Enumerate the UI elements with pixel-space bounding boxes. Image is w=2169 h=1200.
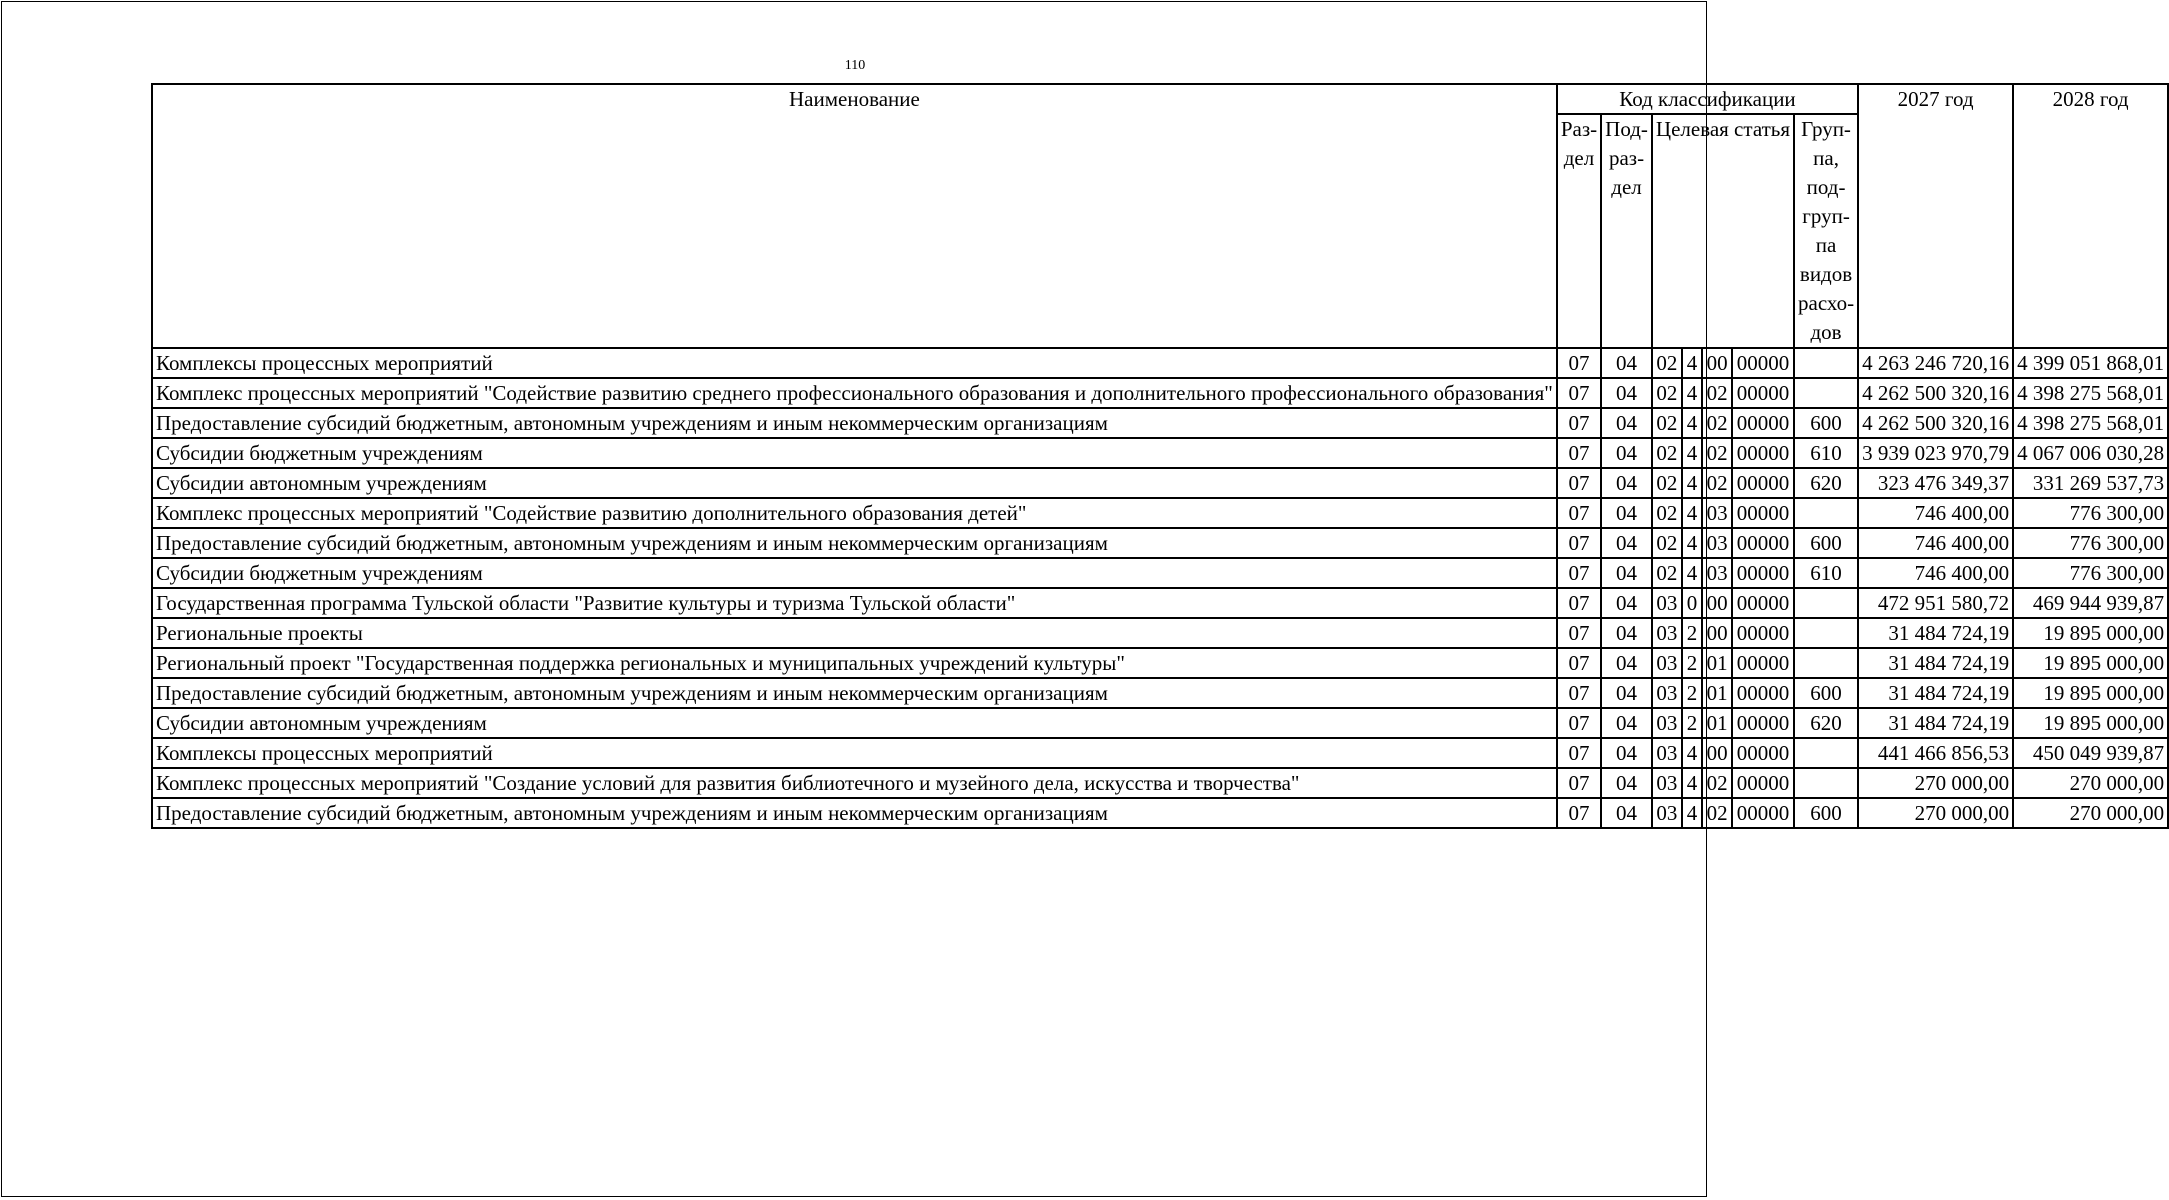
table-row (152, 348, 2168, 378)
row-target-subprogram: 01 (1702, 678, 1732, 708)
row-expense-group (1794, 588, 1858, 618)
row-target-direction: 00000 (1732, 348, 1794, 378)
row-podrazdel: 04 (1601, 498, 1652, 528)
table-row (152, 378, 2168, 408)
row-podrazdel: 04 (1601, 768, 1652, 798)
row-razdel: 07 (1557, 648, 1601, 678)
row-target-type: 4 (1682, 468, 1702, 498)
row-name: Субсидии бюджетным учреждениям (152, 558, 1557, 588)
row-target-program: 02 (1652, 438, 1682, 468)
row-razdel: 07 (1557, 738, 1601, 768)
row-podrazdel: 04 (1601, 528, 1652, 558)
row-amount-2027: 472 951 580,72 (1858, 588, 2013, 618)
row-amount-2027: 323 476 349,37 (1858, 468, 2013, 498)
row-target-type: 4 (1682, 558, 1702, 588)
row-target-direction: 00000 (1732, 618, 1794, 648)
row-expense-group: 610 (1794, 438, 1858, 468)
row-expense-group (1794, 768, 1858, 798)
table-row (152, 408, 2168, 438)
header-razdel (1557, 114, 1601, 348)
row-expense-group (1794, 378, 1858, 408)
row-amount-2027: 31 484 724,19 (1858, 708, 2013, 738)
row-podrazdel: 04 (1601, 558, 1652, 588)
table-row (152, 618, 2168, 648)
row-expense-group: 620 (1794, 468, 1858, 498)
row-target-subprogram: 02 (1702, 438, 1732, 468)
row-target-subprogram: 03 (1702, 498, 1732, 528)
row-amount-2027: 31 484 724,19 (1858, 618, 2013, 648)
row-razdel: 07 (1557, 468, 1601, 498)
row-amount-2027: 4 262 500 320,16 (1858, 378, 2013, 408)
row-target-program: 03 (1652, 618, 1682, 648)
row-razdel: 07 (1557, 558, 1601, 588)
row-expense-group (1794, 348, 1858, 378)
row-target-subprogram: 00 (1702, 618, 1732, 648)
row-target-direction: 00000 (1732, 648, 1794, 678)
row-target-direction: 00000 (1732, 498, 1794, 528)
row-target-program: 02 (1652, 498, 1682, 528)
row-target-subprogram: 00 (1702, 588, 1732, 618)
row-target-direction: 00000 (1732, 528, 1794, 558)
row-expense-group (1794, 648, 1858, 678)
header-podrazdel-line: Под- (1605, 117, 1648, 141)
row-amount-2028: 4 398 275 568,01 (2013, 378, 2168, 408)
row-razdel: 07 (1557, 678, 1601, 708)
row-target-type: 4 (1682, 438, 1702, 468)
row-amount-2027: 31 484 724,19 (1858, 648, 2013, 678)
row-target-type: 4 (1682, 378, 1702, 408)
table-row (152, 438, 2168, 468)
row-name: Субсидии бюджетным учреждениям (152, 438, 1557, 468)
header-year-2027: 2027 год (1858, 84, 2013, 348)
row-amount-2027: 746 400,00 (1858, 558, 2013, 588)
row-target-subprogram: 02 (1702, 798, 1732, 828)
row-expense-group (1794, 738, 1858, 768)
row-name: Государственная программа Тульской области "Развитие культуры и туризма Тульской области" (152, 588, 1557, 618)
row-name: Предоставление субсидий бюджетным, автономным учреждениям и иным некоммерческим организациям (152, 678, 1557, 708)
row-amount-2028: 4 399 051 868,01 (2013, 348, 2168, 378)
row-podrazdel: 04 (1601, 348, 1652, 378)
row-podrazdel: 04 (1601, 408, 1652, 438)
row-target-subprogram: 00 (1702, 738, 1732, 768)
row-target-direction: 00000 (1732, 558, 1794, 588)
row-amount-2028: 19 895 000,00 (2013, 678, 2168, 708)
row-amount-2028: 776 300,00 (2013, 528, 2168, 558)
row-target-program: 03 (1652, 798, 1682, 828)
row-target-program: 02 (1652, 348, 1682, 378)
row-target-program: 03 (1652, 708, 1682, 738)
row-target-type: 4 (1682, 738, 1702, 768)
header-podrazdel-line: дел (1611, 175, 1642, 199)
row-razdel: 07 (1557, 438, 1601, 468)
row-razdel: 07 (1557, 408, 1601, 438)
row-podrazdel: 04 (1601, 708, 1652, 738)
row-target-direction: 00000 (1732, 738, 1794, 768)
row-amount-2027: 4 263 246 720,16 (1858, 348, 2013, 378)
row-amount-2027: 270 000,00 (1858, 798, 2013, 828)
row-podrazdel: 04 (1601, 588, 1652, 618)
row-podrazdel: 04 (1601, 798, 1652, 828)
row-expense-group (1794, 618, 1858, 648)
row-amount-2028: 469 944 939,87 (2013, 588, 2168, 618)
row-podrazdel: 04 (1601, 738, 1652, 768)
row-podrazdel: 04 (1601, 618, 1652, 648)
row-razdel: 07 (1557, 498, 1601, 528)
table-row (152, 468, 2168, 498)
table-row (152, 738, 2168, 768)
row-name: Субсидии автономным учреждениям (152, 468, 1557, 498)
header-name: Наименование (152, 84, 1557, 348)
row-amount-2028: 450 049 939,87 (2013, 738, 2168, 768)
row-expense-group: 600 (1794, 678, 1858, 708)
row-target-program: 03 (1652, 738, 1682, 768)
page-number: 110 (844, 58, 866, 73)
row-amount-2028: 331 269 537,73 (2013, 468, 2168, 498)
row-amount-2027: 3 939 023 970,79 (1858, 438, 2013, 468)
row-target-type: 2 (1682, 648, 1702, 678)
header-expense-group-line: па, под- (1806, 146, 1846, 199)
row-target-type: 2 (1682, 708, 1702, 738)
budget-table (151, 83, 2169, 829)
row-target-program: 02 (1652, 408, 1682, 438)
row-target-type: 4 (1682, 498, 1702, 528)
header-expense-group-line: груп- (1802, 204, 1850, 228)
row-name: Субсидии автономным учреждениям (152, 708, 1557, 738)
row-target-direction: 00000 (1732, 468, 1794, 498)
row-target-program: 03 (1652, 768, 1682, 798)
row-target-program: 02 (1652, 378, 1682, 408)
row-target-direction: 00000 (1732, 768, 1794, 798)
row-target-program: 02 (1652, 558, 1682, 588)
row-amount-2028: 19 895 000,00 (2013, 618, 2168, 648)
row-target-direction: 00000 (1732, 378, 1794, 408)
row-podrazdel: 04 (1601, 378, 1652, 408)
table-row (152, 768, 2168, 798)
row-target-subprogram: 02 (1702, 768, 1732, 798)
row-amount-2028: 270 000,00 (2013, 768, 2168, 798)
table-body (152, 348, 2168, 828)
row-target-program: 02 (1652, 468, 1682, 498)
row-target-direction: 00000 (1732, 708, 1794, 738)
table-row (152, 498, 2168, 528)
row-target-direction: 00000 (1732, 438, 1794, 468)
row-amount-2027: 746 400,00 (1858, 498, 2013, 528)
header-expense-group-line: па (1815, 233, 1837, 257)
row-podrazdel: 04 (1601, 468, 1652, 498)
row-expense-group: 620 (1794, 708, 1858, 738)
row-target-direction: 00000 (1732, 678, 1794, 708)
header-razdel-line: дел (1563, 146, 1595, 170)
row-target-program: 03 (1652, 588, 1682, 618)
row-razdel: 07 (1557, 768, 1601, 798)
table-row (152, 528, 2168, 558)
row-amount-2027: 270 000,00 (1858, 768, 2013, 798)
row-name: Комплексы процессных мероприятий (152, 348, 1557, 378)
row-expense-group: 600 (1794, 528, 1858, 558)
header-podrazdel-line: раз- (1608, 146, 1645, 170)
row-target-program: 03 (1652, 648, 1682, 678)
row-amount-2027: 31 484 724,19 (1858, 678, 2013, 708)
row-amount-2028: 4 067 006 030,28 (2013, 438, 2168, 468)
row-target-type: 4 (1682, 798, 1702, 828)
row-expense-group (1794, 498, 1858, 528)
row-target-type: 4 (1682, 528, 1702, 558)
table-row (152, 798, 2168, 828)
header-expense-group-line: видов (1799, 262, 1853, 286)
row-razdel: 07 (1557, 378, 1601, 408)
row-target-direction: 00000 (1732, 588, 1794, 618)
header-expense-group-line: расхо- (1798, 291, 1855, 315)
row-amount-2028: 19 895 000,00 (2013, 648, 2168, 678)
row-target-subprogram: 02 (1702, 468, 1732, 498)
row-expense-group: 610 (1794, 558, 1858, 588)
row-target-subprogram: 01 (1702, 648, 1732, 678)
row-name: Предоставление субсидий бюджетным, автономным учреждениям и иным некоммерческим организациям (152, 528, 1557, 558)
row-name: Региональные проекты (152, 618, 1557, 648)
row-amount-2028: 776 300,00 (2013, 558, 2168, 588)
row-name: Комплекс процессных мероприятий "Создание условий для развития библиотечного и музейного дела, искусства и творчества" (152, 768, 1557, 798)
row-target-subprogram: 03 (1702, 528, 1732, 558)
row-razdel: 07 (1557, 708, 1601, 738)
row-target-type: 0 (1682, 588, 1702, 618)
row-target-type: 4 (1682, 768, 1702, 798)
row-amount-2028: 270 000,00 (2013, 798, 2168, 828)
row-target-program: 02 (1652, 528, 1682, 558)
row-razdel: 07 (1557, 618, 1601, 648)
row-target-type: 2 (1682, 618, 1702, 648)
row-target-direction: 00000 (1732, 798, 1794, 828)
header-expense-group-line: дов (1810, 320, 1842, 344)
row-podrazdel: 04 (1601, 438, 1652, 468)
row-razdel: 07 (1557, 798, 1601, 828)
row-target-direction: 00000 (1732, 408, 1794, 438)
header-target-article: Целевая статья (1652, 114, 1794, 348)
row-expense-group: 600 (1794, 408, 1858, 438)
row-razdel: 07 (1557, 588, 1601, 618)
row-target-program: 03 (1652, 678, 1682, 708)
row-target-subprogram: 00 (1702, 348, 1732, 378)
row-razdel: 07 (1557, 348, 1601, 378)
header-podrazdel (1601, 114, 1652, 348)
row-amount-2027: 746 400,00 (1858, 528, 2013, 558)
table-row (152, 588, 2168, 618)
row-amount-2027: 4 262 500 320,16 (1858, 408, 2013, 438)
row-amount-2027: 441 466 856,53 (1858, 738, 2013, 768)
header-classification-code: Код классификации (1557, 84, 1858, 114)
row-target-type: 4 (1682, 408, 1702, 438)
row-name: Региональный проект "Государственная поддержка региональных и муниципальных учреждений культуры" (152, 648, 1557, 678)
row-target-subprogram: 02 (1702, 408, 1732, 438)
row-amount-2028: 776 300,00 (2013, 498, 2168, 528)
row-target-subprogram: 01 (1702, 708, 1732, 738)
row-razdel: 07 (1557, 528, 1601, 558)
header-expense-group-line: Груп- (1801, 117, 1851, 141)
row-target-type: 4 (1682, 348, 1702, 378)
table-row (152, 558, 2168, 588)
header-razdel-line: Раз- (1560, 117, 1598, 141)
table-row (152, 708, 2168, 738)
table-row (152, 678, 2168, 708)
row-podrazdel: 04 (1601, 678, 1652, 708)
row-name: Предоставление субсидий бюджетным, автономным учреждениям и иным некоммерческим организациям (152, 408, 1557, 438)
row-podrazdel: 04 (1601, 648, 1652, 678)
row-name: Комплекс процессных мероприятий "Содействие развитию дополнительного образования детей" (152, 498, 1557, 528)
row-amount-2028: 4 398 275 568,01 (2013, 408, 2168, 438)
row-name: Предоставление субсидий бюджетным, автономным учреждениям и иным некоммерческим организациям (152, 798, 1557, 828)
row-target-type: 2 (1682, 678, 1702, 708)
row-amount-2028: 19 895 000,00 (2013, 708, 2168, 738)
row-expense-group: 600 (1794, 798, 1858, 828)
header-expense-group (1794, 114, 1858, 348)
row-name: Комплекс процессных мероприятий "Содействие развитию среднего профессионального образования и дополнительного профессионального образования" (152, 378, 1557, 408)
table-row (152, 648, 2168, 678)
row-target-subprogram: 03 (1702, 558, 1732, 588)
header-year-2028: 2028 год (2013, 84, 2168, 348)
row-name: Комплексы процессных мероприятий (152, 738, 1557, 768)
row-target-subprogram: 02 (1702, 378, 1732, 408)
